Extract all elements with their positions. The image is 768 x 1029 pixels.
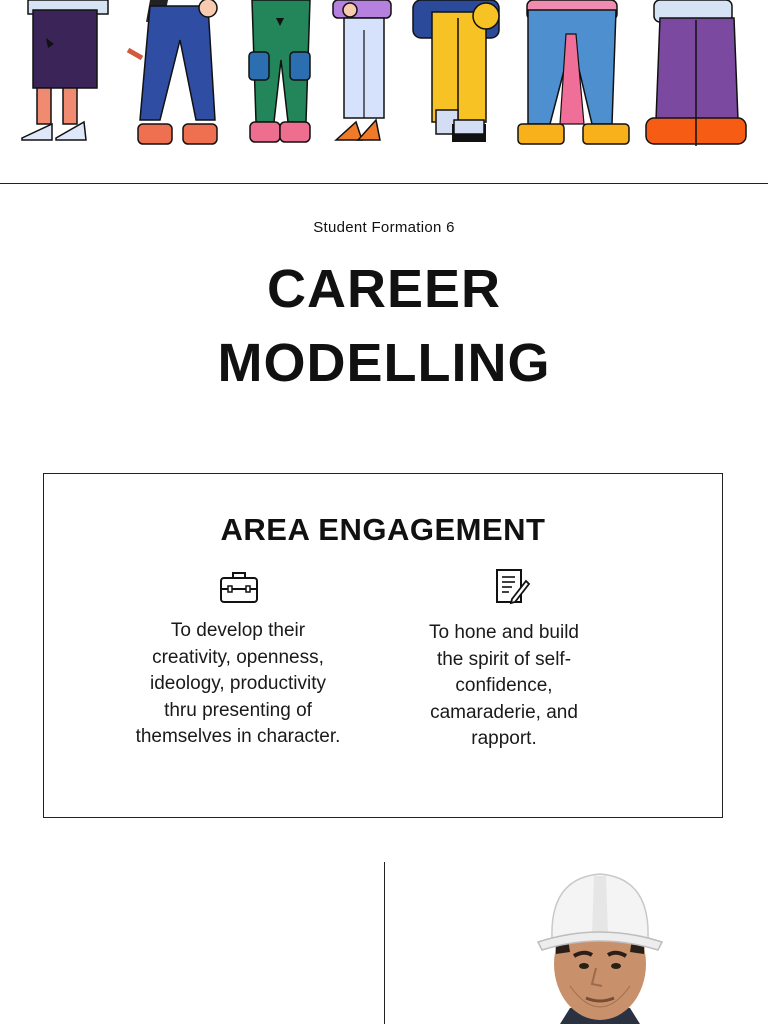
character-7 — [646, 0, 746, 146]
character-4 — [333, 0, 391, 140]
character-5 — [413, 0, 499, 142]
subtitle: Student Formation 6 — [313, 219, 455, 236]
document-edit-icon — [495, 568, 531, 611]
card-title: AREA ENGAGEMENT — [220, 512, 546, 547]
title-line-1: CAREER — [266, 259, 502, 319]
briefcase-icon — [219, 570, 259, 609]
area-engagement-card — [43, 473, 723, 818]
character-2 — [128, 0, 217, 144]
left-column-text: To develop their creativity, openness, ideology, productivity thru presenting of themselves in character. — [135, 620, 341, 747]
worker-photo — [530, 868, 670, 1024]
title-line-2: MODELLING — [217, 333, 551, 393]
page-title — [0, 252, 768, 400]
header-divider — [0, 183, 768, 184]
character-3 — [249, 0, 310, 142]
section-divider — [384, 862, 385, 1024]
right-column-text: To hone and build the spirit of self-confidence, camaraderie, and rapport. — [428, 622, 579, 749]
character-1 — [22, 0, 108, 140]
characters-illustration — [0, 0, 768, 150]
character-6 — [518, 0, 629, 144]
